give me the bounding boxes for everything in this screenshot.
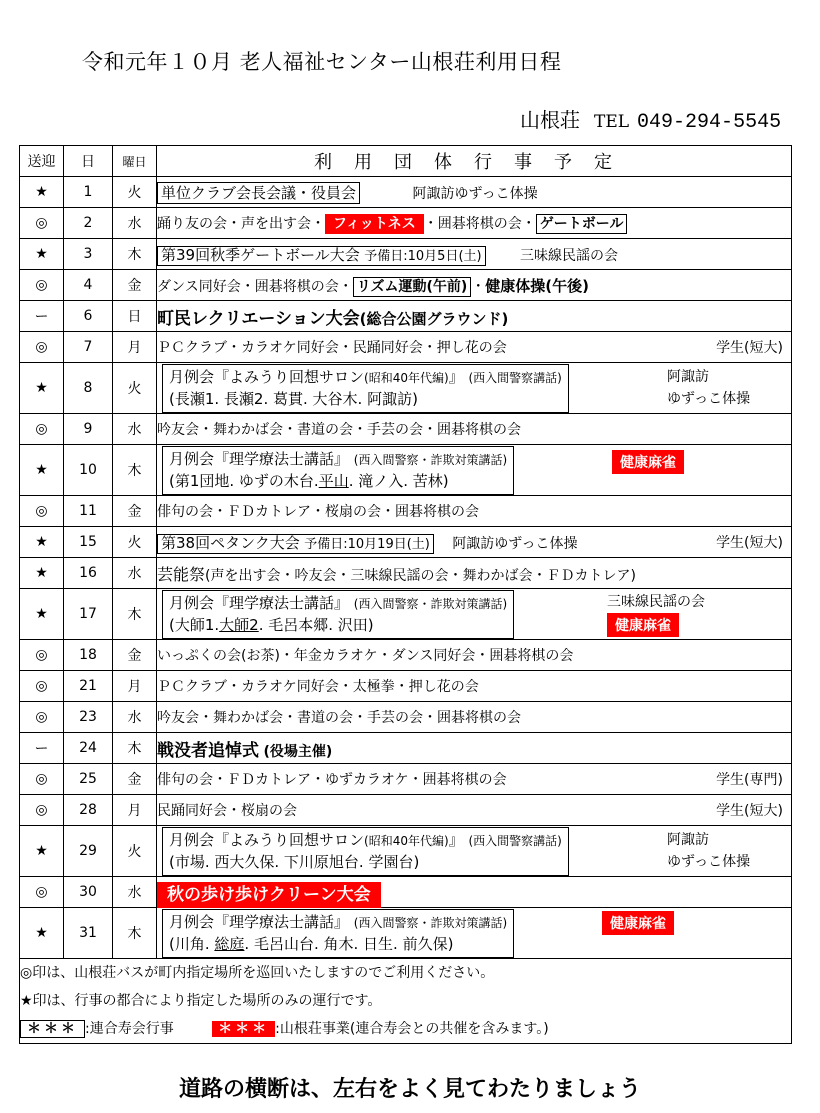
notes-row xyxy=(20,959,792,1044)
row-content xyxy=(157,733,792,764)
row-content xyxy=(157,527,792,558)
event-note: (役場主催) xyxy=(263,743,333,760)
row-content xyxy=(157,589,792,640)
day-of-week: 金 xyxy=(113,496,157,527)
day-number: 18 xyxy=(64,640,113,671)
area-text: . 毛呂本郷. 沢田) xyxy=(258,615,374,634)
event-areas xyxy=(169,471,507,492)
row-content xyxy=(157,332,792,363)
contact-info xyxy=(520,104,781,134)
row-content xyxy=(157,671,792,702)
day-number: 7 xyxy=(64,332,113,363)
day-number: 1 xyxy=(64,177,113,208)
event-subtitle: (昭和40年代編) xyxy=(364,833,449,848)
transport-mark: ◎ xyxy=(20,640,64,671)
day-number: 21 xyxy=(64,671,113,702)
day-of-week: 月 xyxy=(113,332,157,363)
day-of-week: 木 xyxy=(113,908,157,959)
event-item-boxed xyxy=(162,827,569,876)
table-header xyxy=(20,146,792,177)
day-number: 9 xyxy=(64,414,113,445)
day-number: 8 xyxy=(64,363,113,414)
table-row xyxy=(20,764,792,795)
event-item: ＰＣクラブ・カラオケ同好会・民踊同好会・押し花の会 xyxy=(157,340,507,356)
legend-label: :連合寿会行事 xyxy=(85,1021,174,1037)
table-row xyxy=(20,527,792,558)
day-number: 28 xyxy=(64,795,113,826)
event-item: 吟友会・舞わかば会・書道の会・手芸の会・囲碁将棋の会 xyxy=(157,422,521,438)
area-text-underlined: 大師2 xyxy=(219,615,259,634)
event-reserve-day: 予備日:10月19日(土) xyxy=(304,536,430,552)
day-number: 10 xyxy=(64,445,113,496)
day-number: 31 xyxy=(64,908,113,959)
event-item-boxed xyxy=(162,590,514,639)
event-item: ＰＣクラブ・カラオケ同好会・太極拳・押し花の会 xyxy=(157,679,479,695)
day-of-week: 水 xyxy=(113,558,157,589)
table-row xyxy=(20,702,792,733)
day-number: 17 xyxy=(64,589,113,640)
event-item: 吟友会・舞わかば会・書道の会・手芸の会・囲碁将棋の会 xyxy=(157,710,521,726)
side-note-line: ゆずっこ体操 xyxy=(667,854,751,870)
event-note: (西入間警察・詐欺対策講話) xyxy=(353,915,508,930)
table-row xyxy=(20,239,792,270)
table-row xyxy=(20,589,792,640)
event-item-boxed xyxy=(162,364,569,413)
event-item: 俳句の会・ＦＤカトレア・ゆずカラオケ・囲碁将棋の会 xyxy=(157,772,507,788)
event-item-boxed xyxy=(162,446,514,495)
side-note-line: 阿諏訪 xyxy=(667,369,709,385)
event-item: 単位クラブ会長会議・役員会 xyxy=(157,182,360,204)
day-of-week: 水 xyxy=(113,208,157,239)
table-row xyxy=(20,270,792,301)
note-line: ★印は、行事の都合により指定した場所のみの運行です。 xyxy=(20,993,382,1009)
student-note: 学生(専門) xyxy=(716,772,783,788)
day-of-week: 水 xyxy=(113,414,157,445)
event-line xyxy=(169,449,507,471)
area-text-underlined: 平山 xyxy=(318,471,349,490)
transport-mark: ◎ xyxy=(20,877,64,908)
event-item: 戦没者追悼式 xyxy=(157,740,259,761)
day-number: 16 xyxy=(64,558,113,589)
event-line xyxy=(169,593,507,615)
event-item: 民踊同好会・桜扇の会 xyxy=(157,803,297,819)
area-text: (川角. xyxy=(169,934,210,953)
event-item: 芸能祭 xyxy=(157,564,206,584)
page-title: 令和元年１０月 老人福祉センター山根荘利用日程 xyxy=(82,50,562,74)
side-note: 三味線民謡の会 xyxy=(607,594,705,610)
event-areas: (市場. 西大久保. 下川原旭台. 学園台) xyxy=(169,852,420,871)
area-text: (大師1. xyxy=(169,615,220,634)
header-dow: 曜日 xyxy=(113,146,157,177)
transport-mark: ー xyxy=(20,301,64,332)
day-number: 24 xyxy=(64,733,113,764)
day-of-week: 火 xyxy=(113,177,157,208)
event-separator: ・ xyxy=(471,278,486,295)
tel-label: TEL xyxy=(594,112,630,132)
event-item-highlight: フィットネス xyxy=(325,214,424,234)
mahjong-badge: 健康麻雀 xyxy=(602,911,674,935)
mahjong-badge: 健康麻雀 xyxy=(612,450,684,474)
day-of-week: 木 xyxy=(113,239,157,270)
event-name: 月例会『理学療法士講話』 xyxy=(169,593,350,612)
event-name: 月例会『よみうり回想サロン xyxy=(169,367,365,386)
transport-mark: ★ xyxy=(20,527,64,558)
day-number: 23 xyxy=(64,702,113,733)
day-number: 4 xyxy=(64,270,113,301)
table-row xyxy=(20,301,792,332)
table-row xyxy=(20,826,792,877)
event-item-highlight: 秋の歩け歩けクリーン大会 xyxy=(157,882,381,908)
event-item: 踊り友の会・声を出す会・ xyxy=(157,216,325,232)
day-of-week: 木 xyxy=(113,733,157,764)
row-content xyxy=(157,908,792,959)
event-note: (西入間警察・詐欺対策講話) xyxy=(353,596,508,611)
area-text: . 滝ノ入. 苦林) xyxy=(348,471,449,490)
transport-mark: ◎ xyxy=(20,332,64,363)
event-name: 月例会『よみうり回想サロン xyxy=(169,830,365,849)
event-name-end: 』 xyxy=(448,367,464,386)
transport-mark: ★ xyxy=(20,239,64,270)
event-item-boxed xyxy=(157,534,434,554)
event-reserve-day: 予備日:10月5日(土) xyxy=(364,248,482,264)
day-of-week: 金 xyxy=(113,640,157,671)
day-of-week: 金 xyxy=(113,270,157,301)
day-of-week: 火 xyxy=(113,363,157,414)
event-item: 阿諏訪ゆずっこ体操 xyxy=(452,535,578,552)
row-content xyxy=(157,208,792,239)
transport-mark: ◎ xyxy=(20,795,64,826)
table-row xyxy=(20,795,792,826)
row-content xyxy=(157,239,792,270)
event-name-end: 』 xyxy=(448,830,464,849)
side-note xyxy=(667,829,750,873)
event-name: 第38回ペタンク大会 xyxy=(161,533,300,552)
footer-message: 道路の横断は、左右をよく見てわたりましょう xyxy=(178,1077,641,1102)
legend-note: (連合寿会との共催を含みます。) xyxy=(349,1021,549,1037)
event-item: ダンス同好会・囲碁将棋の会・ xyxy=(157,278,353,295)
row-content xyxy=(157,414,792,445)
day-of-week: 金 xyxy=(113,764,157,795)
event-name: 月例会『理学療法士講話』 xyxy=(169,912,350,931)
note-line: ◎印は、山根荘バスが町内指定場所を巡回いたしますのでご利用ください。 xyxy=(20,965,495,981)
student-note: 学生(短大) xyxy=(716,535,783,551)
day-of-week: 水 xyxy=(113,702,157,733)
transport-mark: ★ xyxy=(20,445,64,496)
event-item: 三味線民謡の会 xyxy=(520,247,619,264)
day-of-week: 日 xyxy=(113,301,157,332)
transport-mark: ◎ xyxy=(20,414,64,445)
event-note: (西入間警察・詐欺対策講話) xyxy=(353,452,508,467)
row-content xyxy=(157,445,792,496)
row-content xyxy=(157,301,792,332)
day-of-week: 水 xyxy=(113,877,157,908)
event-subtitle: (昭和40年代編) xyxy=(364,370,449,385)
header-content: 利用団体行事予定 xyxy=(157,146,792,177)
legend-line xyxy=(20,1015,791,1043)
table-row xyxy=(20,733,792,764)
day-number: 3 xyxy=(64,239,113,270)
table-row xyxy=(20,558,792,589)
area-text: 毛呂山台. 角木. 日生. 前久保) xyxy=(253,934,454,953)
day-of-week: 木 xyxy=(113,445,157,496)
day-of-week: 月 xyxy=(113,671,157,702)
row-content xyxy=(157,363,792,414)
day-of-week: 木 xyxy=(113,589,157,640)
event-line xyxy=(169,367,562,389)
student-note: 学生(短大) xyxy=(716,340,783,356)
student-note: 学生(短大) xyxy=(716,803,783,819)
row-content xyxy=(157,270,792,301)
table-row xyxy=(20,177,792,208)
event-name: 第39回秋季ゲートボール大会 xyxy=(161,245,360,264)
row-content xyxy=(157,826,792,877)
transport-mark: ◎ xyxy=(20,671,64,702)
side-note xyxy=(667,366,750,410)
transport-mark: ★ xyxy=(20,363,64,414)
transport-mark: ★ xyxy=(20,177,64,208)
event-item: 阿諏訪ゆずっこ体操 xyxy=(412,185,538,202)
event-participants: (声を出す会・吟友会・三味線民謡の会・舞わかば会・ＦＤカトレア) xyxy=(205,567,636,584)
header-day: 日 xyxy=(64,146,113,177)
area-text: (第1団地. ゆずの木台. xyxy=(169,471,319,490)
day-number: 2 xyxy=(64,208,113,239)
event-areas xyxy=(169,615,507,636)
table-row xyxy=(20,877,792,908)
row-content xyxy=(157,177,792,208)
day-of-week: 火 xyxy=(113,527,157,558)
transport-mark: ◎ xyxy=(20,702,64,733)
table-row xyxy=(20,363,792,414)
event-item: 俳句の会・ＦＤカトレア・桜扇の会・囲碁将棋の会 xyxy=(157,504,479,520)
row-content xyxy=(157,764,792,795)
row-content xyxy=(157,877,792,908)
day-number: 6 xyxy=(64,301,113,332)
transport-mark: ★ xyxy=(20,908,64,959)
notes-cell xyxy=(20,959,792,1044)
transport-mark: ★ xyxy=(20,558,64,589)
table-row xyxy=(20,496,792,527)
transport-mark: ★ xyxy=(20,589,64,640)
transport-mark: ◎ xyxy=(20,270,64,301)
row-content xyxy=(157,558,792,589)
facility-name: 山根荘 xyxy=(520,108,580,132)
transport-mark: ◎ xyxy=(20,764,64,795)
event-item-boxed xyxy=(157,246,486,266)
event-name: 月例会『理学療法士講話』 xyxy=(169,449,350,468)
legend-red-mark: ＊＊＊ xyxy=(212,1021,275,1037)
schedule-table xyxy=(19,145,792,1044)
transport-mark: ー xyxy=(20,733,64,764)
event-areas: (川角. 総庭. 毛呂山台. 角木. 日生. 前久保) xyxy=(169,934,454,953)
table-row xyxy=(20,332,792,363)
legend-label: :山根荘事業 xyxy=(275,1021,350,1037)
event-location: (総合公園グラウンド) xyxy=(359,309,509,328)
event-note: (西入間警察講話) xyxy=(468,833,562,848)
table-row xyxy=(20,671,792,702)
event-item-boxed: ゲートボール xyxy=(536,214,628,234)
table-row xyxy=(20,445,792,496)
table-row xyxy=(20,908,792,959)
area-text-underlined: 総庭 xyxy=(214,934,245,953)
event-note: (西入間警察講話) xyxy=(468,370,562,385)
event-item: ・囲碁将棋の会・ xyxy=(423,216,536,232)
event-line xyxy=(169,830,562,852)
day-number: 29 xyxy=(64,826,113,877)
event-areas: (長瀬1. 長瀬2. 葛貫. 大谷木. 阿諏訪) xyxy=(169,389,418,408)
day-number: 30 xyxy=(64,877,113,908)
day-number: 11 xyxy=(64,496,113,527)
table-row xyxy=(20,414,792,445)
row-content xyxy=(157,640,792,671)
event-line xyxy=(169,912,507,934)
event-item-boxed xyxy=(162,909,514,958)
header-transport: 送迎 xyxy=(20,146,64,177)
side-note-line: ゆずっこ体操 xyxy=(667,391,751,407)
day-number: 15 xyxy=(64,527,113,558)
event-item: 町民レクリエーション大会 xyxy=(157,308,360,329)
mahjong-badge: 健康麻雀 xyxy=(607,613,679,637)
row-content xyxy=(157,795,792,826)
day-of-week: 月 xyxy=(113,795,157,826)
row-content xyxy=(157,496,792,527)
transport-mark: ◎ xyxy=(20,496,64,527)
event-item-boxed: リズム運動(午前) xyxy=(353,277,472,297)
table-row xyxy=(20,208,792,239)
transport-mark: ★ xyxy=(20,826,64,877)
day-number: 25 xyxy=(64,764,113,795)
event-item: 健康体操(午後) xyxy=(485,276,589,295)
event-item: いっぷくの会(お茶)・年金カラオケ・ダンス同好会・囲碁将棋の会 xyxy=(157,648,574,664)
transport-mark: ◎ xyxy=(20,208,64,239)
day-of-week: 火 xyxy=(113,826,157,877)
side-note-line: 阿諏訪 xyxy=(667,832,709,848)
table-row xyxy=(20,640,792,671)
legend-boxed-mark: ＊＊＊ xyxy=(20,1020,85,1038)
row-content xyxy=(157,702,792,733)
tel-number: 049-294-5545 xyxy=(637,111,782,134)
